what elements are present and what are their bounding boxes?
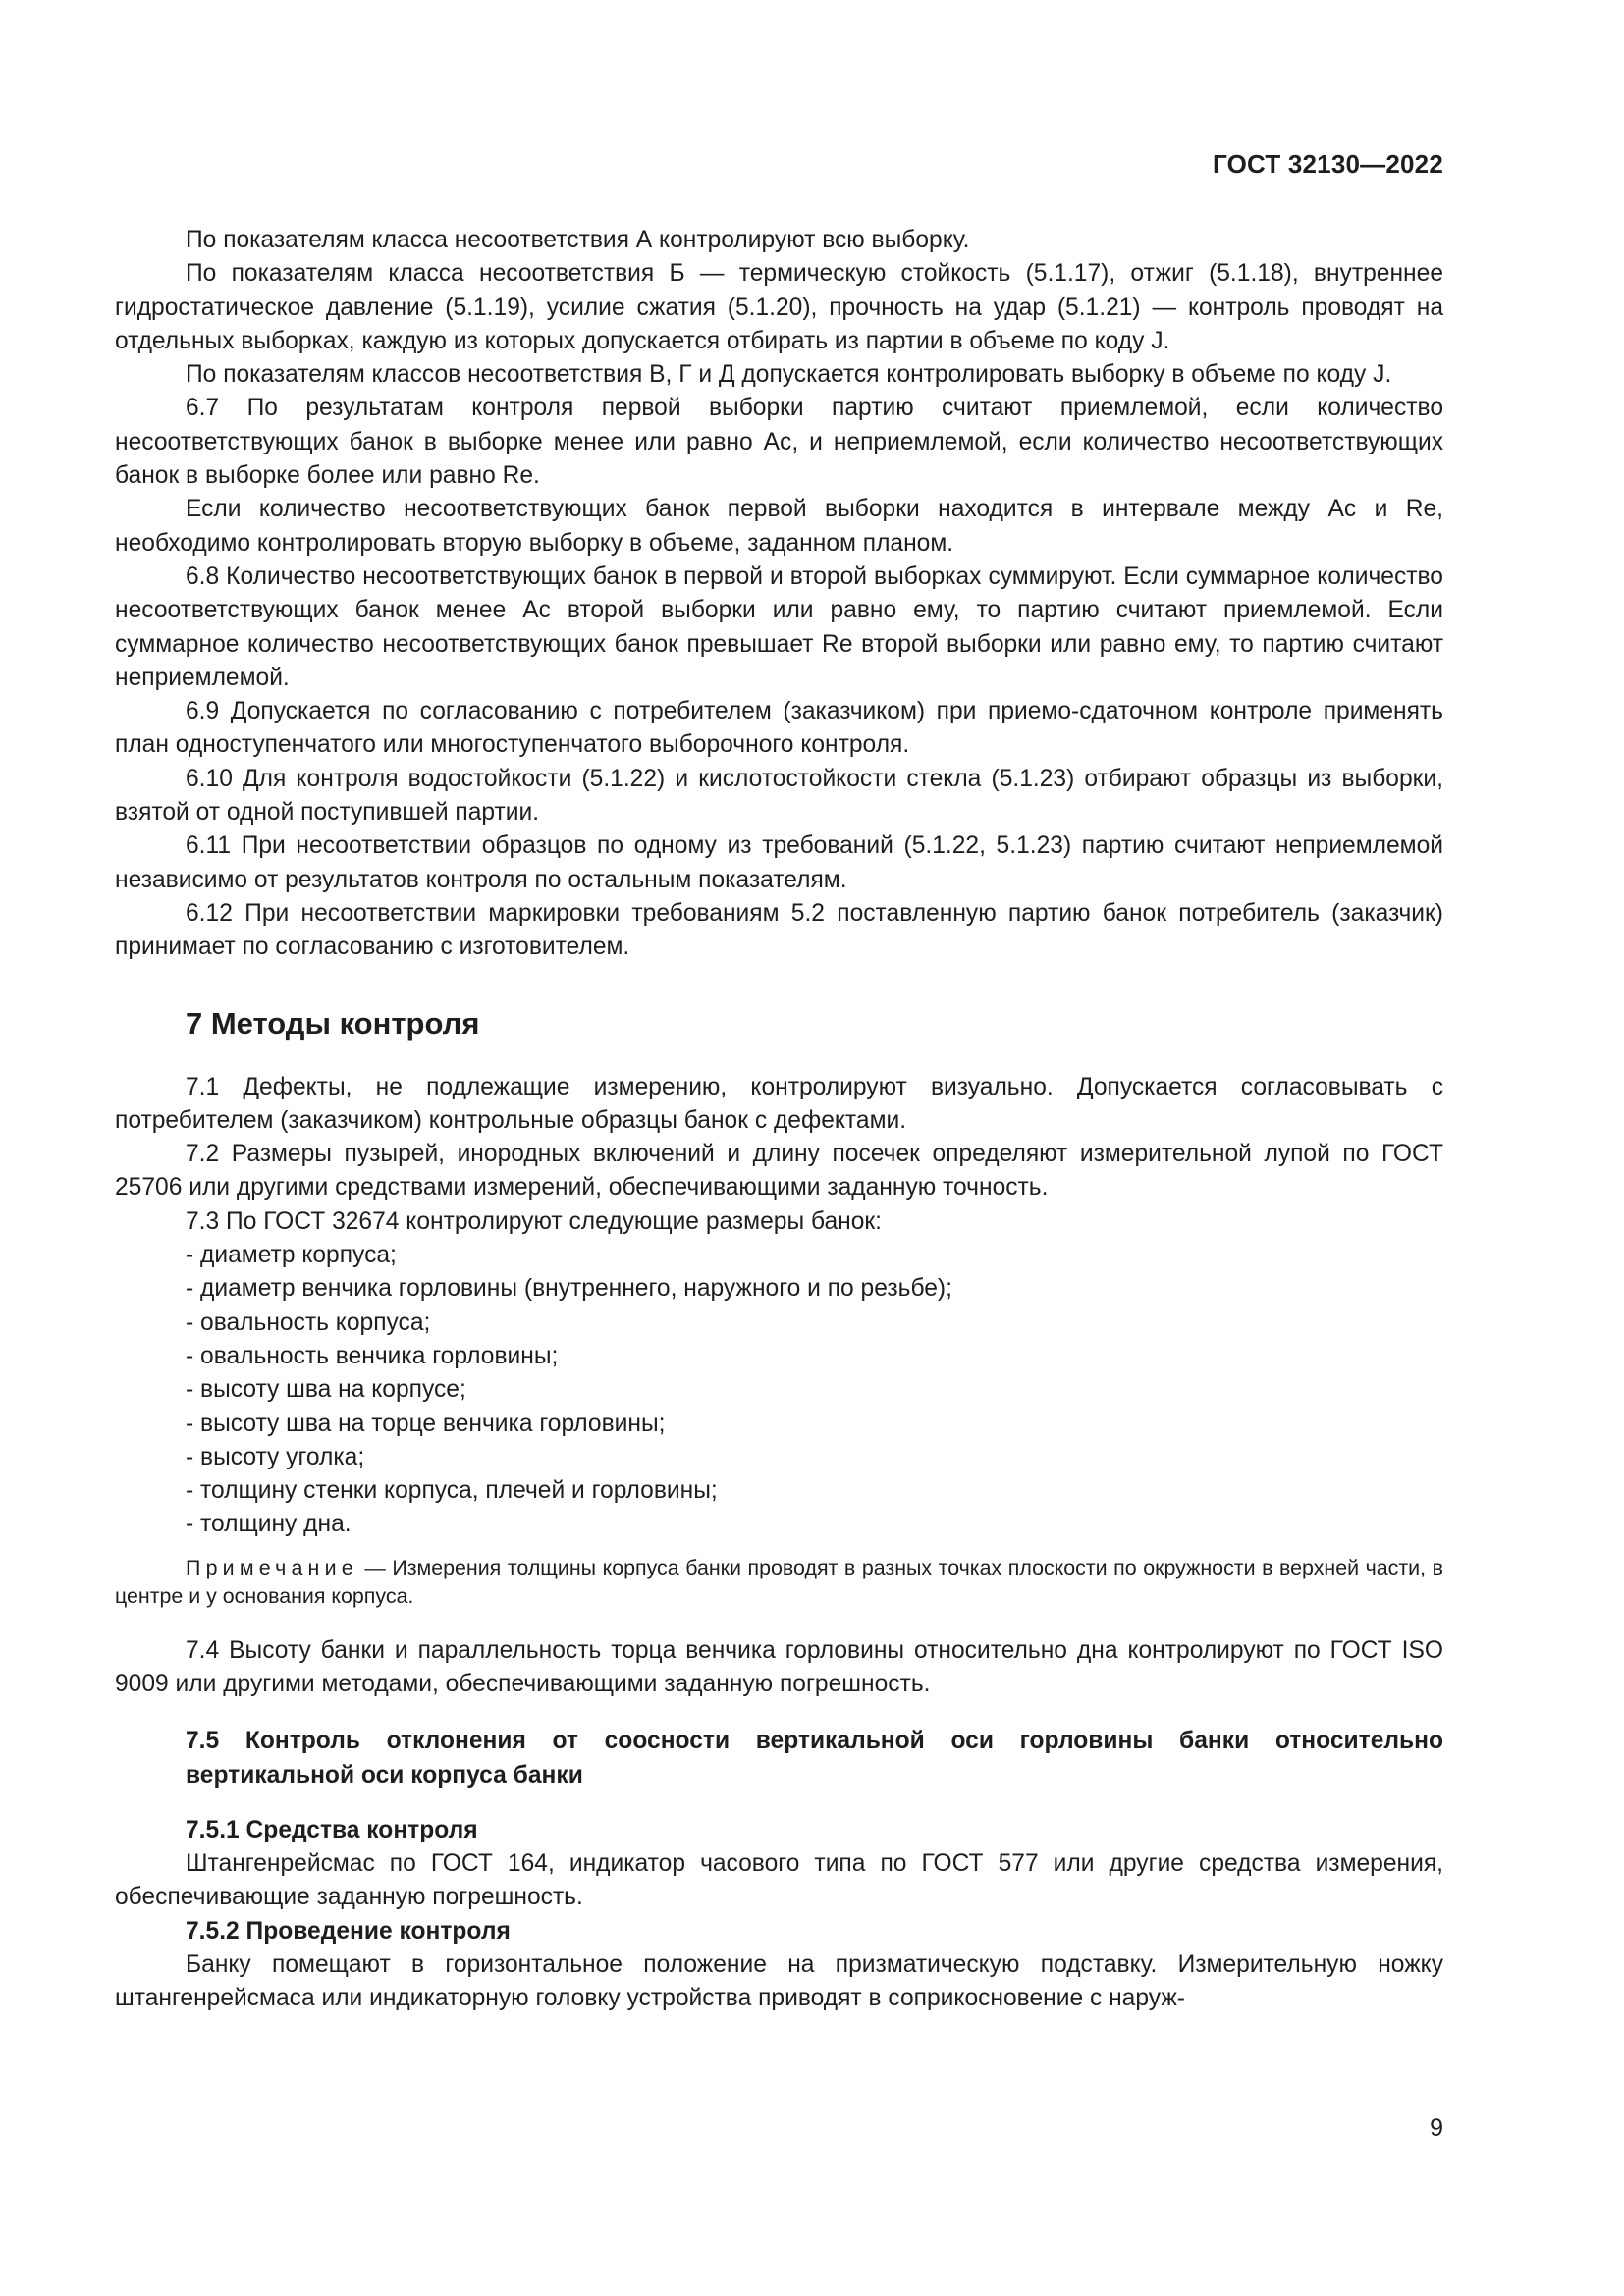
- page-body: [115, 224, 1443, 2016]
- list-item: - диаметр корпуса;: [186, 1242, 397, 1269]
- list-item: - овальность венчика горловины;: [186, 1342, 559, 1369]
- dimension-list: [115, 1239, 1443, 1542]
- note-label: Примечание: [186, 1555, 358, 1579]
- paragraph-6-10: 6.10 Для контроля водостойкости (5.1.22) и кислотостойкости стекла (5.1.23) отбирают образцы из выборки, взятой от одной поступившей партии.: [115, 765, 1443, 827]
- paragraph-7-5-2: Банку помещают в горизонтальное положение на призматическую подставку. Измерительную ножку штангенрейсмаса или индикаторную головку устройства приводят в соприкосновение с наруж-: [115, 1951, 1443, 2012]
- note: [115, 1554, 1443, 1611]
- paragraph: По показателям класса несоответствия А контролируют всю выборку.: [186, 227, 970, 253]
- paragraph-7-1: 7.1 Дефекты, не подлежащие измерению, контролируют визуально. Допускается согласовывать с потребителем (заказчиком) контрольные образцы банок с дефектами.: [115, 1073, 1443, 1134]
- list-item: - высоту уголка;: [186, 1443, 365, 1470]
- section-heading: 7 Методы контроля: [186, 1005, 480, 1041]
- paragraph: По показателям класса несоответствия Б — термическую стойкость (5.1.17), отжиг (5.1.18), внутреннее гидростатическое давление (5.1.19), усилие сжатия (5.1.20), прочность на удар (5.1.21) — контроль проводят на отдельных выборках, каждую из которых допускается отбирать из партии в объеме по коду J.: [115, 260, 1443, 354]
- list-item: - высоту шва на корпусе;: [186, 1376, 466, 1404]
- note-text: — Измерения толщины корпуса банки проводят в разных точках плоскости по окружности в верхней части, в центре и у основания корпуса.: [115, 1555, 1443, 1608]
- paragraph-6-12: 6.12 При несоответствии маркировки требованиям 5.2 поставленную партию банок потребитель (заказчик) принимает по согласованию с изготовителем.: [115, 899, 1443, 961]
- list-item: - высоту шва на торце венчика горловины;: [186, 1410, 666, 1437]
- list-item: - толщину стенки корпуса, плечей и горловины;: [186, 1477, 718, 1505]
- page-number: 9: [1430, 2114, 1443, 2142]
- paragraph-7-5-1: Штангенрейсмас по ГОСТ 164, индикатор часового типа по ГОСТ 577 или другие средства измерения, обеспечивающие заданную погрешность.: [115, 1850, 1443, 1911]
- subsection-heading-7-5: 7.5 Контроль отклонения от соосности вертикальной оси горловины банки относительно вертикальной оси корпуса банки: [186, 1728, 1443, 1789]
- list-item: - диаметр венчика горловины (внутреннего, наружного и по резьбе);: [186, 1275, 952, 1303]
- list-item: - овальность корпуса;: [186, 1308, 431, 1336]
- subsection-heading-7-5-1: 7.5.1 Средства контроля: [186, 1816, 478, 1843]
- paragraph-7-3: 7.3 По ГОСТ 32674 контролируют следующие размеры банок:: [186, 1207, 883, 1235]
- standard-designation: ГОСТ 32130—2022: [1213, 149, 1443, 179]
- paragraph-6-7: 6.7 По результатам контроля первой выборки партию считают приемлемой, если количество несоответствующих банок в выборке менее или равно Ac, и неприемлемой, если количество несоответствующих банок в выборке более или равно Re.: [115, 395, 1443, 490]
- paragraph-6-11: 6.11 При несоответствии образцов по одному из требований (5.1.22, 5.1.23) партию считают неприемлемой независимо от результатов контроля по остальным показателям.: [115, 832, 1443, 893]
- paragraph-7-2: 7.2 Размеры пузырей, инородных включений и длину посечек определяют измерительной лупой по ГОСТ 25706 или другими средствами измерений, обеспечивающими заданную точность.: [115, 1141, 1443, 1201]
- paragraph: Если количество несоответствующих банок первой выборки находится в интервале между Ac и Re, необходимо контролировать вторую выборку в объеме, заданном планом.: [115, 496, 1443, 557]
- paragraph-6-8: 6.8 Количество несоответствующих банок в первой и второй выборках суммируют. Если суммарное количество несоответствующих банок менее Ac второй выборки или равно ему, то партию считают приемлемой. Если суммарное количество несоответствующих банок превышает Re второй выборки или равно ему, то партию считают неприемлемой.: [115, 562, 1443, 691]
- subsection-heading-7-5-2: 7.5.2 Проведение контроля: [186, 1917, 511, 1945]
- list-item: - толщину дна.: [186, 1511, 352, 1538]
- paragraph: По показателям классов несоответствия В, Г и Д допускается контролировать выборку в объеме по коду J.: [186, 361, 1392, 389]
- paragraph-7-4: 7.4 Высоту банки и параллельность торца венчика горловины относительно дна контролируют по ГОСТ ISO 9009 или другими методами, обеспечивающими заданную погрешность.: [115, 1636, 1443, 1697]
- paragraph-6-9: 6.9 Допускается по согласованию с потребителем (заказчиком) при приемо-сдаточном контроле применять план одноступенчатого или многоступенчатого выборочного контроля.: [115, 698, 1443, 759]
